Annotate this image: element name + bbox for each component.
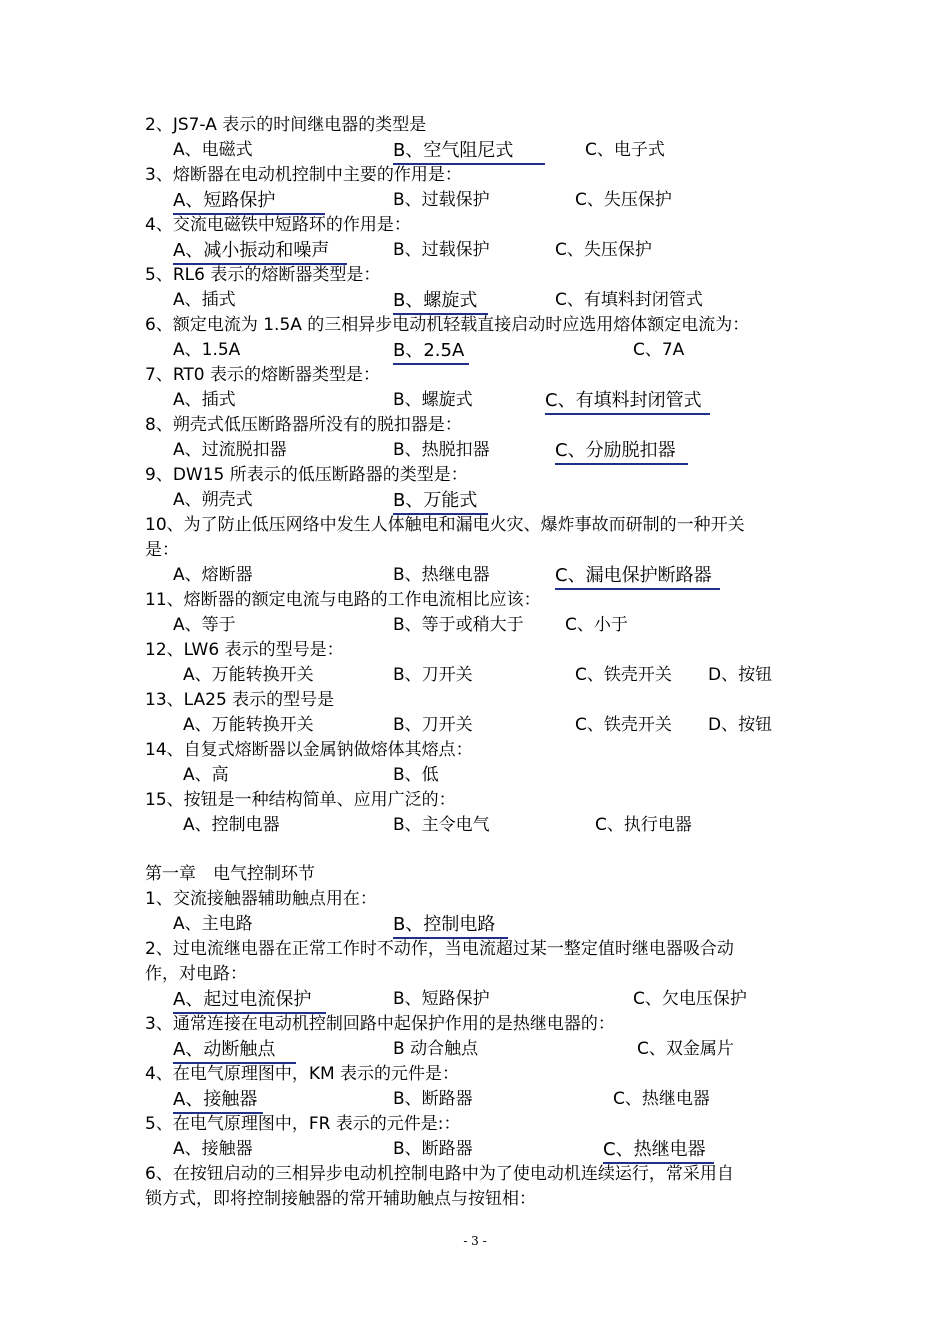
option-c: C、双金属片: [637, 1039, 734, 1059]
answer-underline: B、2.5A: [393, 338, 469, 365]
answer-underline: C、漏电保护断路器: [555, 563, 720, 590]
option-c-answer: [555, 563, 720, 588]
option-c-answer: [555, 438, 688, 463]
question-text: 4、交流电磁铁中短路环的作用是：: [145, 215, 411, 235]
question-text: 8、朔壳式低压断路器所没有的脱扣器是：: [145, 415, 462, 435]
option-a-answer: [173, 1037, 296, 1062]
answer-underline: B、螺旋式: [393, 288, 488, 315]
option-b-answer: [393, 338, 469, 363]
option-a: A、电磁式: [173, 140, 253, 160]
option-a: A、万能转换开关: [183, 665, 314, 685]
answer-underline: A、短路保护: [173, 188, 325, 215]
answer-underline: B、控制电路: [393, 912, 508, 939]
question-text: 4、在电气原理图中，KM 表示的元件是：: [145, 1064, 460, 1084]
option-a: A、万能转换开关: [183, 715, 314, 735]
option-b: B、低: [393, 765, 439, 785]
question-text-continued: 作，对电路：: [145, 964, 247, 984]
option-c: C、失压保护: [555, 240, 652, 260]
question-text: 15、按钮是一种结构简单、应用广泛的：: [145, 790, 456, 810]
option-a: A、插式: [173, 290, 236, 310]
option-d: D、按钮: [708, 665, 773, 685]
option-b-answer: [393, 488, 488, 513]
option-c: C、铁壳开关: [575, 715, 672, 735]
option-a: A、1.5A: [173, 340, 241, 360]
option-b-answer: [393, 288, 488, 313]
option-c: C、欠电压保护: [633, 989, 747, 1009]
option-b: B、螺旋式: [393, 390, 473, 410]
option-a-answer: [173, 1087, 263, 1112]
option-c-answer: [545, 388, 710, 413]
option-a: A、插式: [173, 390, 236, 410]
option-b-answer: [393, 138, 545, 163]
option-a: A、接触器: [173, 1139, 253, 1159]
option-b: B、刀开关: [393, 665, 473, 685]
question-text: 6、额定电流为 1.5A 的三相异步电动机轻载直接启动时应选用熔体额定电流为：: [145, 315, 750, 335]
option-b: B 动合触点: [393, 1039, 479, 1059]
option-c: C、电子式: [585, 140, 665, 160]
question-text: 2、JS7-A 表示的时间继电器的类型是: [145, 115, 427, 135]
option-d: D、按钮: [708, 715, 773, 735]
answer-underline: B、万能式: [393, 488, 488, 515]
option-b: B、主令电气: [393, 815, 490, 835]
question-text: 11、熔断器的额定电流与电路的工作电流相比应该：: [145, 590, 541, 610]
question-text: 9、DW15 所表示的低压断路器的类型是：: [145, 465, 468, 485]
question-text: 13、LA25 表示的型号是: [145, 690, 335, 710]
option-a-answer: [173, 188, 325, 213]
option-b: B、热继电器: [393, 565, 490, 585]
option-c: C、7A: [633, 340, 685, 360]
option-a-answer: [173, 238, 347, 263]
option-b: B、断路器: [393, 1089, 473, 1109]
question-text: 3、通常连接在电动机控制回路中起保护作用的是热继电器的：: [145, 1014, 615, 1034]
question-text: 14、自复式熔断器以金属钠做熔体其熔点：: [145, 740, 473, 760]
option-a: A、熔断器: [173, 565, 253, 585]
question-text: 12、LW6 表示的型号是：: [145, 640, 344, 660]
question-text: 10、为了防止低压网络中发生人体触电和漏电火灾、爆炸事故而研制的一种开关: [145, 515, 745, 535]
option-a: A、主电路: [173, 914, 253, 934]
question-text: 6、在按钮启动的三相异步电动机控制电路中为了使电动机连续运行，常采用自: [145, 1164, 734, 1184]
option-b: B、刀开关: [393, 715, 473, 735]
option-c: C、小于: [565, 615, 628, 635]
answer-underline: C、分励脱扣器: [555, 438, 688, 465]
answer-underline: C、热继电器: [603, 1137, 714, 1164]
option-c: C、执行电器: [595, 815, 692, 835]
option-b: B、短路保护: [393, 989, 490, 1009]
answer-underline: A、接触器: [173, 1087, 263, 1114]
page-number: - 3 -: [463, 1234, 487, 1248]
option-a: A、控制电器: [183, 815, 280, 835]
option-c-answer: [603, 1137, 714, 1162]
option-b-answer: [393, 912, 508, 937]
question-text: 1、交流接触器辅助触点用在：: [145, 889, 377, 909]
option-b: B、热脱扣器: [393, 440, 490, 460]
question-text-continued: 锁方式，即将控制接触器的常开辅助触点与按钮相：: [145, 1189, 536, 1209]
answer-underline: B、空气阻尼式: [393, 138, 545, 165]
question-text: 5、在电气原理图中，FR 表示的元件是:：: [145, 1114, 461, 1134]
option-b: B、过载保护: [393, 190, 490, 210]
option-a: A、过流脱扣器: [173, 440, 287, 460]
question-text: 3、熔断器在电动机控制中主要的作用是：: [145, 165, 462, 185]
option-b: B、断路器: [393, 1139, 473, 1159]
chapter-heading: 第一章 电气控制环节: [145, 864, 315, 884]
option-a-answer: [173, 987, 326, 1012]
option-c: C、失压保护: [575, 190, 672, 210]
question-text-continued: 是：: [145, 540, 179, 560]
option-c: C、铁壳开关: [575, 665, 672, 685]
answer-underline: A、动断触点: [173, 1037, 296, 1064]
question-text: 5、RL6 表示的熔断器类型是：: [145, 265, 381, 285]
option-a: A、朔壳式: [173, 490, 253, 510]
answer-underline: A、减小振动和噪声: [173, 238, 347, 265]
option-a: A、高: [183, 765, 229, 785]
answer-underline: C、有填料封闭管式: [545, 388, 710, 415]
question-text: 7、RT0 表示的熔断器类型是：: [145, 365, 380, 385]
option-a: A、等于: [173, 615, 236, 635]
option-c: C、热继电器: [613, 1089, 710, 1109]
option-c: C、有填料封闭管式: [555, 290, 703, 310]
question-text: 2、过电流继电器在正常工作时不动作，当电流超过某一整定值时继电器吸合动: [145, 939, 734, 959]
option-b: B、等于或稍大于: [393, 615, 524, 635]
option-b: B、过载保护: [393, 240, 490, 260]
answer-underline: A、起过电流保护: [173, 987, 326, 1014]
